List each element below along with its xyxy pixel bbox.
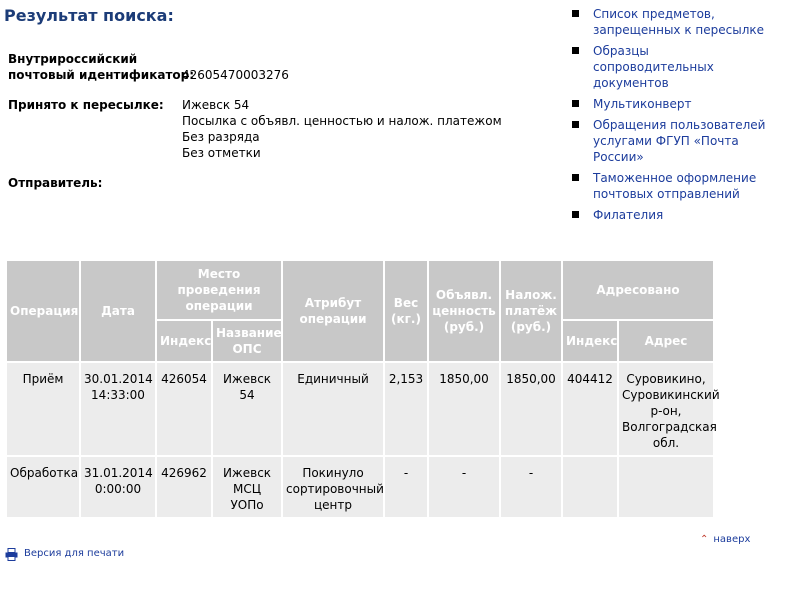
cell-date: 31.01.2014 0:00:00 <box>80 456 156 518</box>
header-index: Индекс <box>156 320 212 362</box>
accepted-line: Без разряда <box>182 130 260 144</box>
header-place: Место проведения операции <box>156 260 282 320</box>
cell-attribute: Единичный <box>282 362 384 456</box>
side-link-item <box>572 170 772 202</box>
cell-address <box>618 456 714 518</box>
header-address: Адрес <box>618 320 714 362</box>
accepted-value <box>182 97 502 161</box>
link-customs-clearance[interactable]: Таможенное оформление почтовых отправлений <box>593 171 757 201</box>
tracking-number: 42605470003276 <box>182 68 289 82</box>
side-link-item <box>572 207 772 223</box>
cell-index: 426054 <box>156 362 212 456</box>
header-operation: Операция <box>6 260 80 362</box>
cell-declared-value: 1850,00 <box>428 362 500 456</box>
square-bullet-icon <box>572 174 579 181</box>
header-weight: Вес (кг.) <box>384 260 428 362</box>
cell-weight: 2,153 <box>384 362 428 456</box>
square-bullet-icon <box>572 100 579 107</box>
table-row <box>6 362 714 456</box>
print-version <box>5 547 124 561</box>
side-link-item <box>572 6 772 38</box>
back-to-top <box>700 534 750 546</box>
header-ops-name: Название ОПС <box>212 320 282 362</box>
accepted-line: Посылка с объявл. ценностью и налож. платежом <box>182 114 502 128</box>
cell-date: 30.01.2014 14:33:00 <box>80 362 156 456</box>
header-addressed: Адресовано <box>562 260 714 320</box>
header-cod: Налож. платёж (руб.) <box>500 260 562 362</box>
cell-addr-index <box>562 456 618 518</box>
link-user-appeals[interactable]: Обращения пользователей услугами ФГУП «Почта России» <box>593 118 766 164</box>
accepted-line: Без отметки <box>182 146 261 160</box>
square-bullet-icon <box>572 47 579 54</box>
page-title: Результат поиска: <box>4 6 174 25</box>
operations-table <box>5 259 720 519</box>
link-philately[interactable]: Филателия <box>593 208 664 222</box>
cell-address: Суровикино, Суровикинский р-он, Волгоградская обл. <box>618 362 714 456</box>
cell-ops-name: Ижевск 54 <box>212 362 282 456</box>
cell-cod: - <box>500 456 562 518</box>
back-to-top-link[interactable]: наверх <box>713 534 751 545</box>
square-bullet-icon <box>572 10 579 17</box>
sender-label: Отправитель: <box>8 176 103 190</box>
cell-addr-index: 404412 <box>562 362 618 456</box>
link-prohibited-items[interactable]: Список предметов, запрещенных к пересылке <box>593 7 765 37</box>
side-link-item <box>572 117 772 165</box>
printer-icon <box>5 548 18 561</box>
cell-ops-name: Ижевск МСЦ УОПо <box>212 456 282 518</box>
cell-attribute: Покинуло сортировочный центр <box>282 456 384 518</box>
double-chevron-up-icon: ⌃ <box>700 534 709 545</box>
header-addr-index: Индекс <box>562 320 618 362</box>
header-attribute: Атрибут операции <box>282 260 384 362</box>
side-link-item <box>572 43 772 91</box>
tracking-label <box>8 51 194 83</box>
cell-cod: 1850,00 <box>500 362 562 456</box>
cell-index: 426962 <box>156 456 212 518</box>
cell-operation: Приём <box>6 362 80 456</box>
header-declared-value: Объявл. ценность (руб.) <box>428 260 500 362</box>
tracking-label-line1: Внутрироссийский <box>8 52 138 66</box>
square-bullet-icon <box>572 121 579 128</box>
accepted-label: Принято к пересылке: <box>8 98 164 112</box>
side-link-item <box>572 96 772 112</box>
accepted-line: Ижевск 54 <box>182 98 250 112</box>
table-row <box>6 456 714 518</box>
cell-weight: - <box>384 456 428 518</box>
side-links-list <box>572 6 772 228</box>
link-document-samples[interactable]: Образцы сопроводительных документов <box>593 44 714 90</box>
header-date: Дата <box>80 260 156 362</box>
tracking-label-line2: почтовый идентификатор: <box>8 68 195 82</box>
square-bullet-icon <box>572 211 579 218</box>
link-multienvelope[interactable]: Мультиконверт <box>593 97 692 111</box>
print-version-link[interactable]: Версия для печати <box>24 548 125 559</box>
cell-declared-value: - <box>428 456 500 518</box>
cell-operation: Обработка <box>6 456 80 518</box>
